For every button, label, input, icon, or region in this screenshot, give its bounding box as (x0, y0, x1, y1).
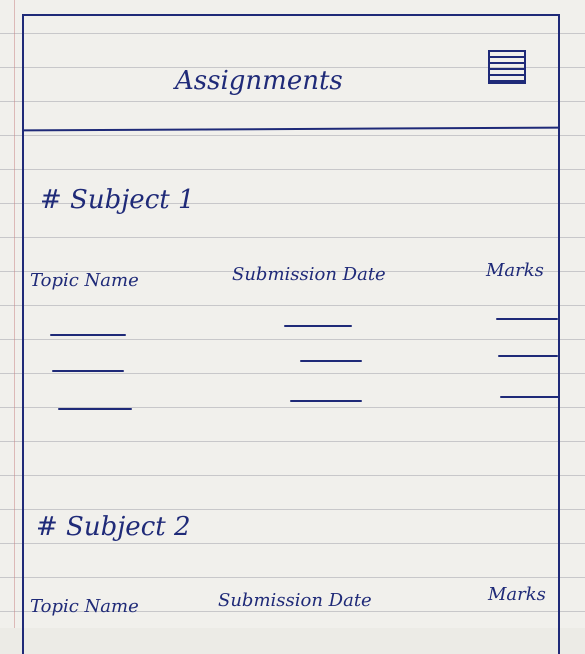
row-1-date-placeholder (284, 325, 352, 327)
subject-1-heading: # Subject 1 (40, 185, 195, 215)
subject-2-heading: # Subject 2 (36, 512, 191, 542)
row-3-date-placeholder (290, 400, 362, 402)
subject-1-submission-date-header: Submission Date (232, 264, 386, 285)
subject-2-topic-name-header: Topic Name (30, 596, 139, 617)
subject-1-marks-header: Marks (486, 260, 544, 281)
subject-2-submission-date-header: Submission Date (218, 590, 372, 611)
row-2-date-placeholder (300, 360, 362, 362)
row-3-topic-placeholder (58, 408, 132, 410)
page-title: Assignments (175, 66, 343, 96)
row-1-topic-placeholder (50, 334, 126, 336)
row-2-marks-placeholder (498, 355, 558, 357)
row-2-topic-placeholder (52, 370, 124, 372)
page-margin-line (14, 0, 15, 628)
row-1-marks-placeholder (496, 318, 558, 320)
subject-1-topic-name-header: Topic Name (30, 270, 139, 291)
hamburger-menu-icon[interactable] (488, 50, 526, 84)
row-3-marks-placeholder (500, 396, 560, 398)
subject-2-marks-header: Marks (488, 584, 546, 605)
